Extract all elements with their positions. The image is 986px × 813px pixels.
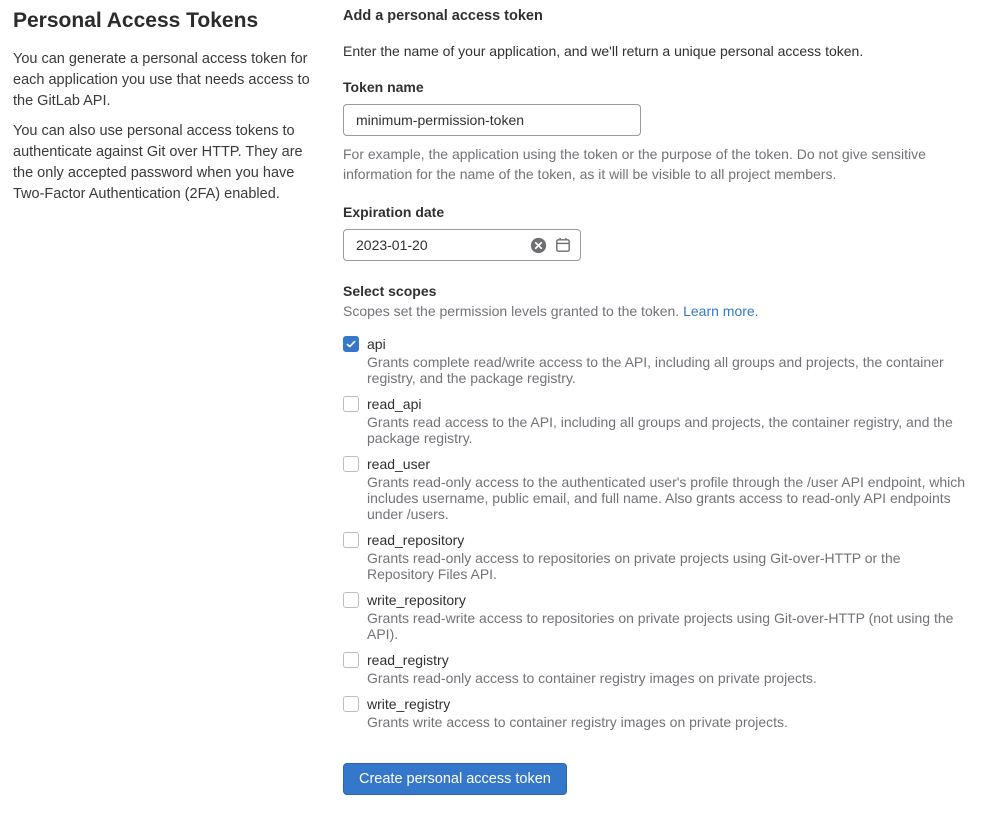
scope-item-write_registry: [343, 694, 966, 730]
create-token-button[interactable]: Create personal access token: [343, 763, 567, 795]
expiration-date-field[interactable]: [343, 229, 581, 261]
scope-checkbox-write_repository[interactable]: [343, 592, 359, 608]
page-description-1: You can generate a personal access token for each application you use that needs access to the GitLab API.: [13, 51, 310, 110]
select-scopes-label: Select scopes: [343, 283, 437, 299]
scope-checkbox-read_registry[interactable]: [343, 652, 359, 668]
section-description: Enter the name of your application, and we'll return a unique personal access token.: [343, 43, 864, 59]
scope-name[interactable]: write_repository: [367, 592, 466, 608]
scope-name[interactable]: read_user: [367, 456, 431, 472]
scope-checkbox-read_api[interactable]: [343, 396, 359, 412]
scope-description: Grants read-only access to container registry images on private projects.: [367, 670, 817, 686]
scopes-list: [343, 334, 966, 730]
scope-checkbox-write_registry[interactable]: [343, 696, 359, 712]
scopes-help-sentence: Scopes set the permission levels granted to the token.: [343, 303, 680, 319]
scope-description: Grants read-only access to repositories on private projects using Git-over-HTTP or the Repository Files API.: [367, 550, 901, 582]
scope-description: Grants read access to the API, including all groups and projects, the container registry, and the package registry.: [367, 414, 953, 446]
learn-more-link[interactable]: Learn more.: [683, 303, 759, 319]
check-icon: [345, 338, 357, 350]
scope-checkbox-api[interactable]: [343, 336, 359, 352]
scope-checkbox-read_user[interactable]: [343, 456, 359, 472]
token-name-help: For example, the application using the token or the purpose of the token. Do not give sensitive information for the name of the token, as it will be visible to all project members.: [343, 146, 926, 182]
scopes-help-text: [343, 301, 966, 321]
scope-name[interactable]: api: [367, 336, 386, 352]
scope-description: Grants write access to container registry images on private projects.: [367, 714, 788, 730]
settings-description-column: [13, 6, 323, 795]
add-token-form: [343, 6, 966, 795]
scope-name[interactable]: read_repository: [367, 532, 465, 548]
scope-name[interactable]: read_registry: [367, 652, 449, 668]
scope-description: Grants read-only access to the authenticated user's profile through the /user API endpoint, which includes username, public email, and full name. Also grants access to read-only API endpoints under /users.: [367, 474, 966, 522]
section-title: Add a personal access token: [343, 8, 543, 24]
scope-item-read_registry: [343, 650, 966, 686]
page-description-2: You can also use personal access tokens to authenticate against Git over HTTP. They are the only accepted password when you have Two-Factor Authentication (2FA) enabled.: [13, 123, 303, 203]
scope-item-write_repository: [343, 590, 966, 642]
scope-description: Grants complete read/write access to the API, including all groups and projects, the container registry, and the package registry.: [367, 354, 944, 386]
scope-item-read_repository: [343, 530, 966, 582]
scope-item-api: [343, 334, 966, 386]
scope-name[interactable]: write_registry: [367, 696, 451, 712]
calendar-icon[interactable]: [554, 237, 571, 254]
scope-name[interactable]: read_api: [367, 396, 422, 412]
scope-item-read_user: [343, 454, 966, 522]
page-title: Personal Access Tokens: [13, 9, 259, 32]
scope-checkbox-read_repository[interactable]: [343, 532, 359, 548]
token-name-label: Token name: [343, 79, 424, 95]
clear-date-icon[interactable]: [530, 237, 547, 254]
expiration-date-input[interactable]: [356, 237, 523, 253]
scope-description: Grants read-write access to repositories on private projects using Git-over-HTTP (not using the API).: [367, 610, 954, 642]
token-name-input[interactable]: [343, 104, 641, 136]
expiration-date-label: Expiration date: [343, 204, 445, 220]
scope-item-read_api: [343, 394, 966, 446]
